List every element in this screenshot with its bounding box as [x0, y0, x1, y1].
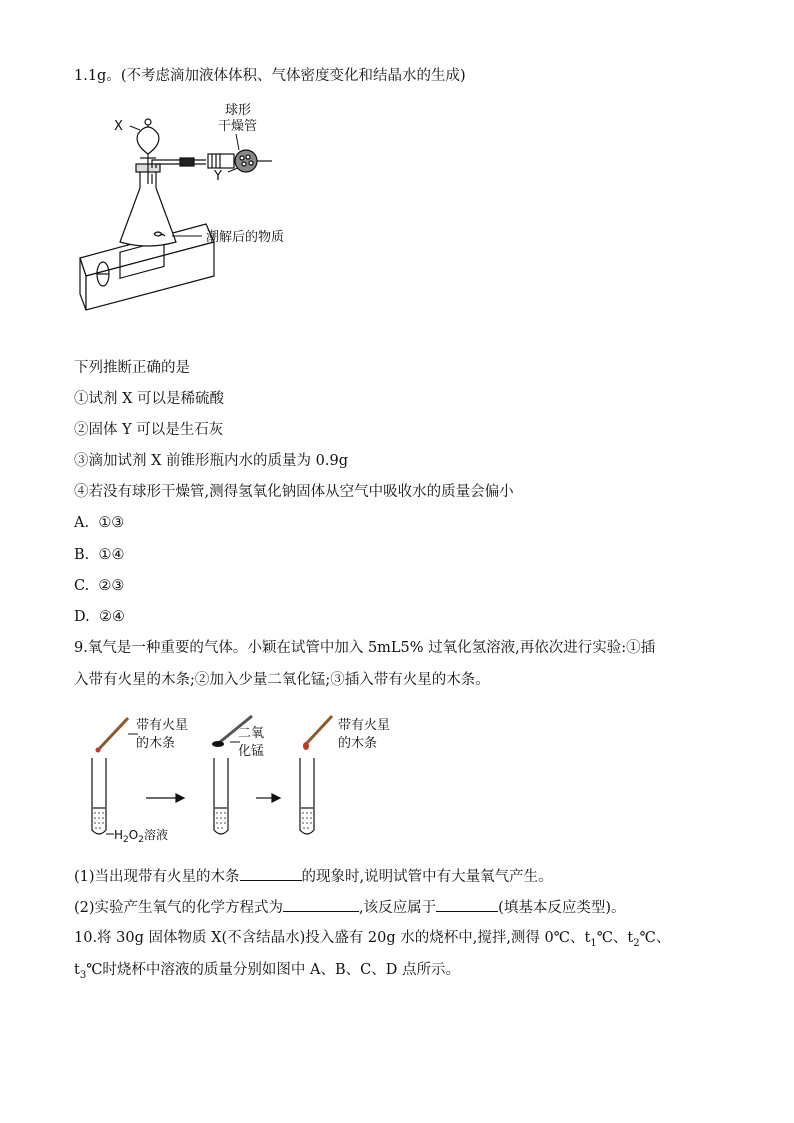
q8-statement-4: ④若没有球形干燥管,测得氢氧化钠固体从空气中吸收水的质量会偏小 [74, 484, 514, 500]
option-letter: C. [74, 578, 90, 594]
q10-line-1 [74, 928, 670, 954]
option-letter: B. [74, 547, 90, 563]
mno2-label-2: 化锰 [238, 744, 265, 759]
option-letter: D. [74, 609, 90, 625]
q8-option-c[interactable] [74, 576, 124, 596]
option-letter: A. [74, 515, 90, 531]
splint-b-label-2: 的木条 [338, 736, 378, 751]
label-tube-2: 干燥管 [218, 119, 258, 134]
q9-sub-1-prefix: (1)当出现带有火星的木条 [74, 869, 240, 885]
subscript: 2 [633, 937, 640, 949]
q8-option-a[interactable] [74, 513, 124, 533]
q10-text-e: ℃时烧杯中溶液的质量分别如图中 A、B、C、D 点所示。 [86, 962, 460, 978]
q9-line-2: 入带有火星的木条;②加入少量二氧化锰;③插入带有火星的木条。 [74, 672, 490, 688]
label-x: X [114, 119, 123, 134]
test-tube-drawing [84, 712, 414, 847]
option-text: ②④ [98, 609, 125, 625]
q10-text-d: t [74, 962, 80, 978]
arrow-right-icon [146, 794, 184, 802]
q10-text-a: 10.将 30g 固体物质 X(不含结晶水)投入盛有 20g 水的烧杯中,搅拌,测得 0℃、t [74, 930, 591, 946]
test-tube-1 [92, 758, 106, 834]
q8-intro: 1.1g。(不考虑滴加液体体积、气体密度变化和结晶水的生成) [74, 68, 466, 84]
test-tube-figure [84, 712, 414, 851]
q8-statement-1: ①试剂 X 可以是稀硫酸 [74, 391, 225, 407]
q9-sub-1 [74, 866, 553, 887]
q9-sub-2-suffix: (填基本反应类型)。 [498, 900, 626, 916]
subscript: 3 [79, 969, 87, 981]
splint-b-label-1: 带有火星 [338, 718, 391, 733]
q8-statement-3: ③滴加试剂 X 前锥形瓶内水的质量为 0.9g [74, 453, 348, 469]
apparatus-figure [76, 98, 336, 317]
q9-sub-2 [74, 897, 625, 918]
splint-label-2: 的木条 [136, 736, 176, 751]
q9-sub-2-mid: ,该反应属于 [359, 900, 437, 916]
option-text: ②③ [98, 578, 125, 594]
q10-text-c: ℃、 [639, 930, 671, 946]
q9-sub-2-prefix: (2)实验产生氧气的化学方程式为 [74, 900, 284, 916]
answer-blank-1[interactable] [240, 866, 302, 881]
apparatus-drawing [76, 98, 336, 313]
splint-3 [303, 716, 332, 750]
q10-line-2 [74, 960, 460, 986]
mno2-label-1: 二氧 [238, 726, 265, 741]
q8-option-d[interactable] [74, 607, 125, 627]
q8-stem: 下列推断正确的是 [74, 360, 190, 376]
q10-text-b: ℃、t [596, 930, 634, 946]
label-y: Y [214, 169, 222, 184]
answer-blank-3[interactable] [436, 897, 498, 912]
solution-label: $H_2O_2$溶液 [114, 828, 168, 845]
arrow-right-icon [256, 794, 280, 802]
q9-sub-1-suffix: 的现象时,说明试管中有大量氧气产生。 [301, 869, 553, 885]
label-tube-1: 球形 [225, 103, 252, 118]
label-substance: 潮解后的物质 [206, 230, 285, 245]
q8-statement-2: ②固体 Y 可以是生石灰 [74, 422, 224, 438]
q8-option-b[interactable] [74, 545, 124, 565]
splint-1 [96, 718, 129, 753]
option-text: ①④ [98, 547, 125, 563]
subscript: 1 [590, 937, 597, 949]
answer-blank-2[interactable] [283, 897, 359, 912]
q9-line-1: 9.氧气是一种重要的气体。小颖在试管中加入 5mL5% 过氧化氢溶液,再依次进行实验:①插 [74, 640, 656, 656]
test-tube-3 [300, 758, 314, 834]
option-text: ①③ [98, 515, 125, 531]
test-tube-2 [214, 758, 228, 834]
splint-label-1: 带有火星 [136, 718, 189, 733]
